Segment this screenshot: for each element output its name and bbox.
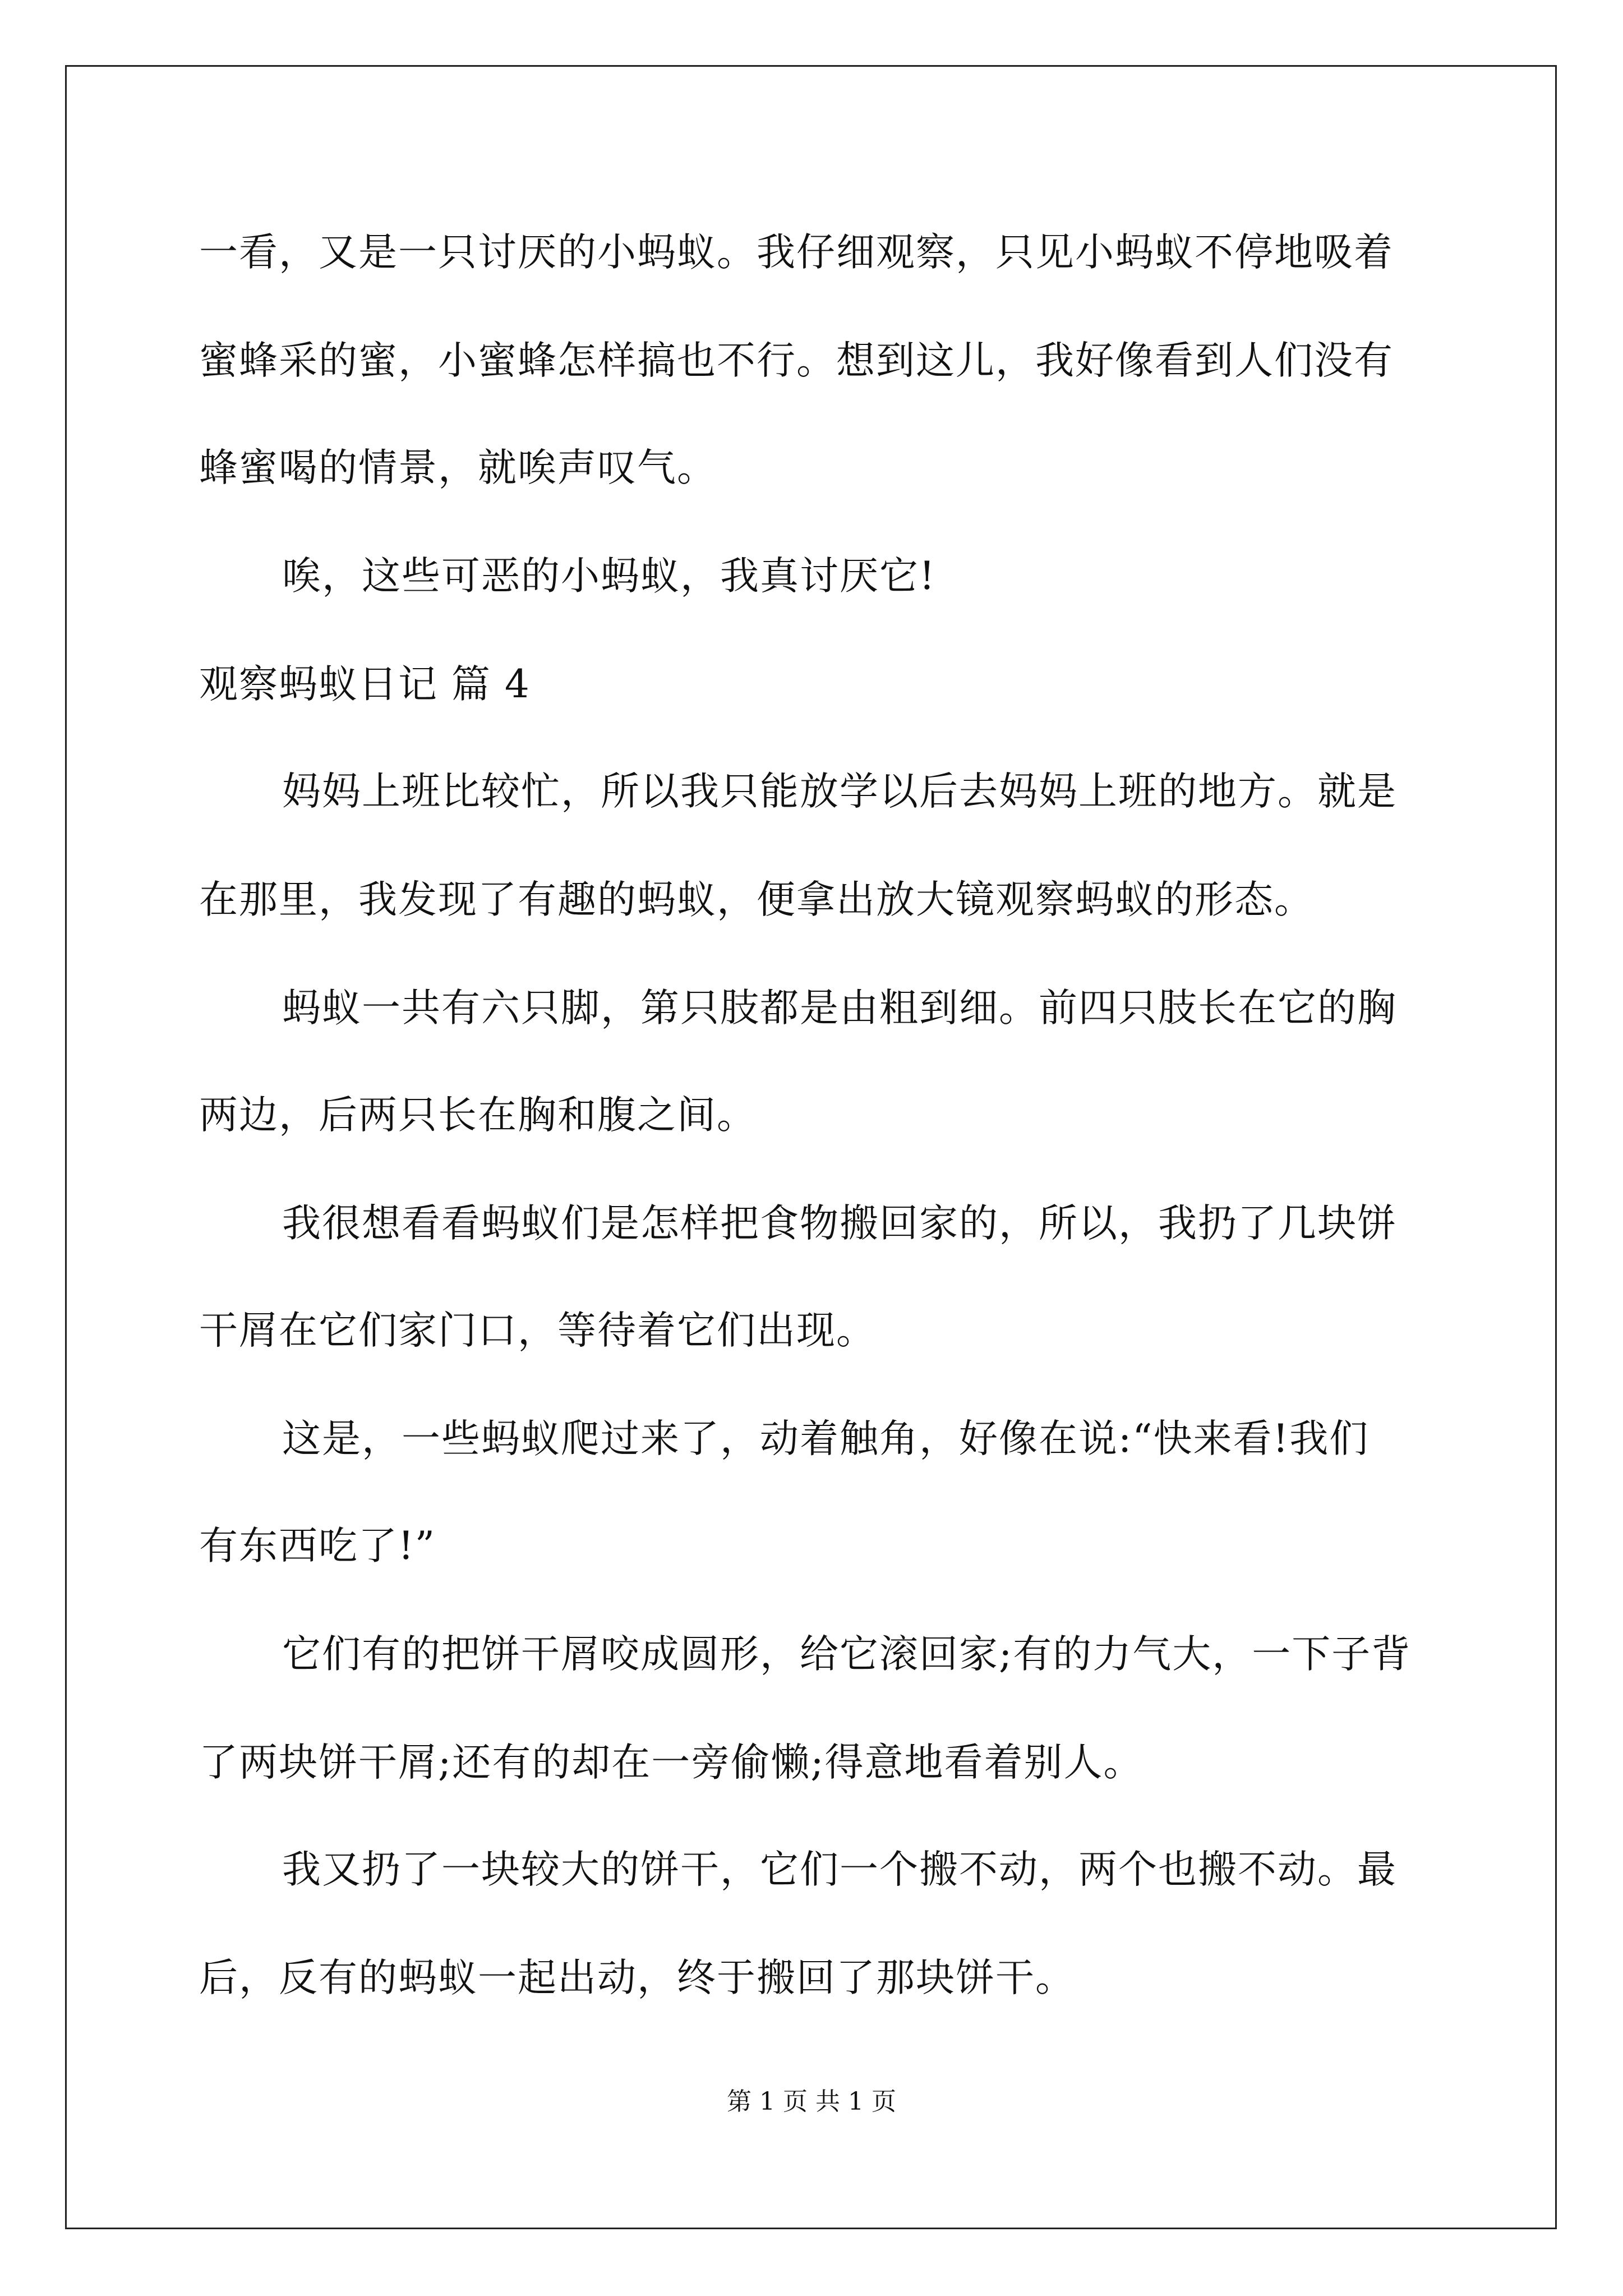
text-line: 妈妈上班比较忙，所以我只能放学以后去妈妈上班的地方。就是: [282, 769, 1397, 814]
text-line: 干屑在它们家门口，等待着它们出现。: [199, 1308, 876, 1353]
text-line: 蜜蜂采的蜜，小蜜蜂怎样搞也不行。想到这儿，我好像看到人们没有: [199, 338, 1394, 383]
text-line: 蚂蚁一共有六只脚，第只肢都是由粗到细。前四只肢长在它的胸: [282, 986, 1397, 1030]
text-line: 我很想看看蚂蚁们是怎样把食物搬回家的，所以，我扔了几块饼: [282, 1201, 1397, 1246]
text-line: 一看，又是一只讨厌的小蚂蚁。我仔细观察，只见小蚂蚁不停地吸着: [199, 230, 1394, 275]
text-line: 在那里，我发现了有趣的蚂蚁，便拿出放大镜观察蚂蚁的形态。: [199, 877, 1314, 922]
text-line: 有东西吃了!”: [199, 1524, 436, 1568]
page-number: 第 1 页 共 1 页: [727, 2087, 896, 2116]
text-line: 两边，后两只长在胸和腹之间。: [199, 1093, 757, 1138]
text-line: 唉，这些可恶的小蚂蚁，我真讨厌它!: [282, 554, 936, 599]
section-heading: 观察蚂蚁日记 篇 4: [199, 662, 531, 707]
page-border: [65, 65, 1557, 2229]
text-line: 我又扔了一块较大的饼干，它们一个搬不动，两个也搬不动。最: [282, 1847, 1397, 1892]
text-line: 了两块饼干屑;还有的却在一旁偷懒;得意地看着别人。: [199, 1740, 1144, 1785]
text-line: 这是，一些蚂蚁爬过来了，动着触角，好像在说:“快来看!我们: [282, 1416, 1370, 1461]
text-line: 蜂蜜喝的情景，就唉声叹气。: [199, 445, 717, 490]
text-line: 后，反有的蚂蚁一起出动，终于搬回了那块饼干。: [199, 1955, 1075, 2000]
text-line: 它们有的把饼干屑咬成圆形，给它滚回家;有的力气大，一下子背: [282, 1632, 1412, 1677]
